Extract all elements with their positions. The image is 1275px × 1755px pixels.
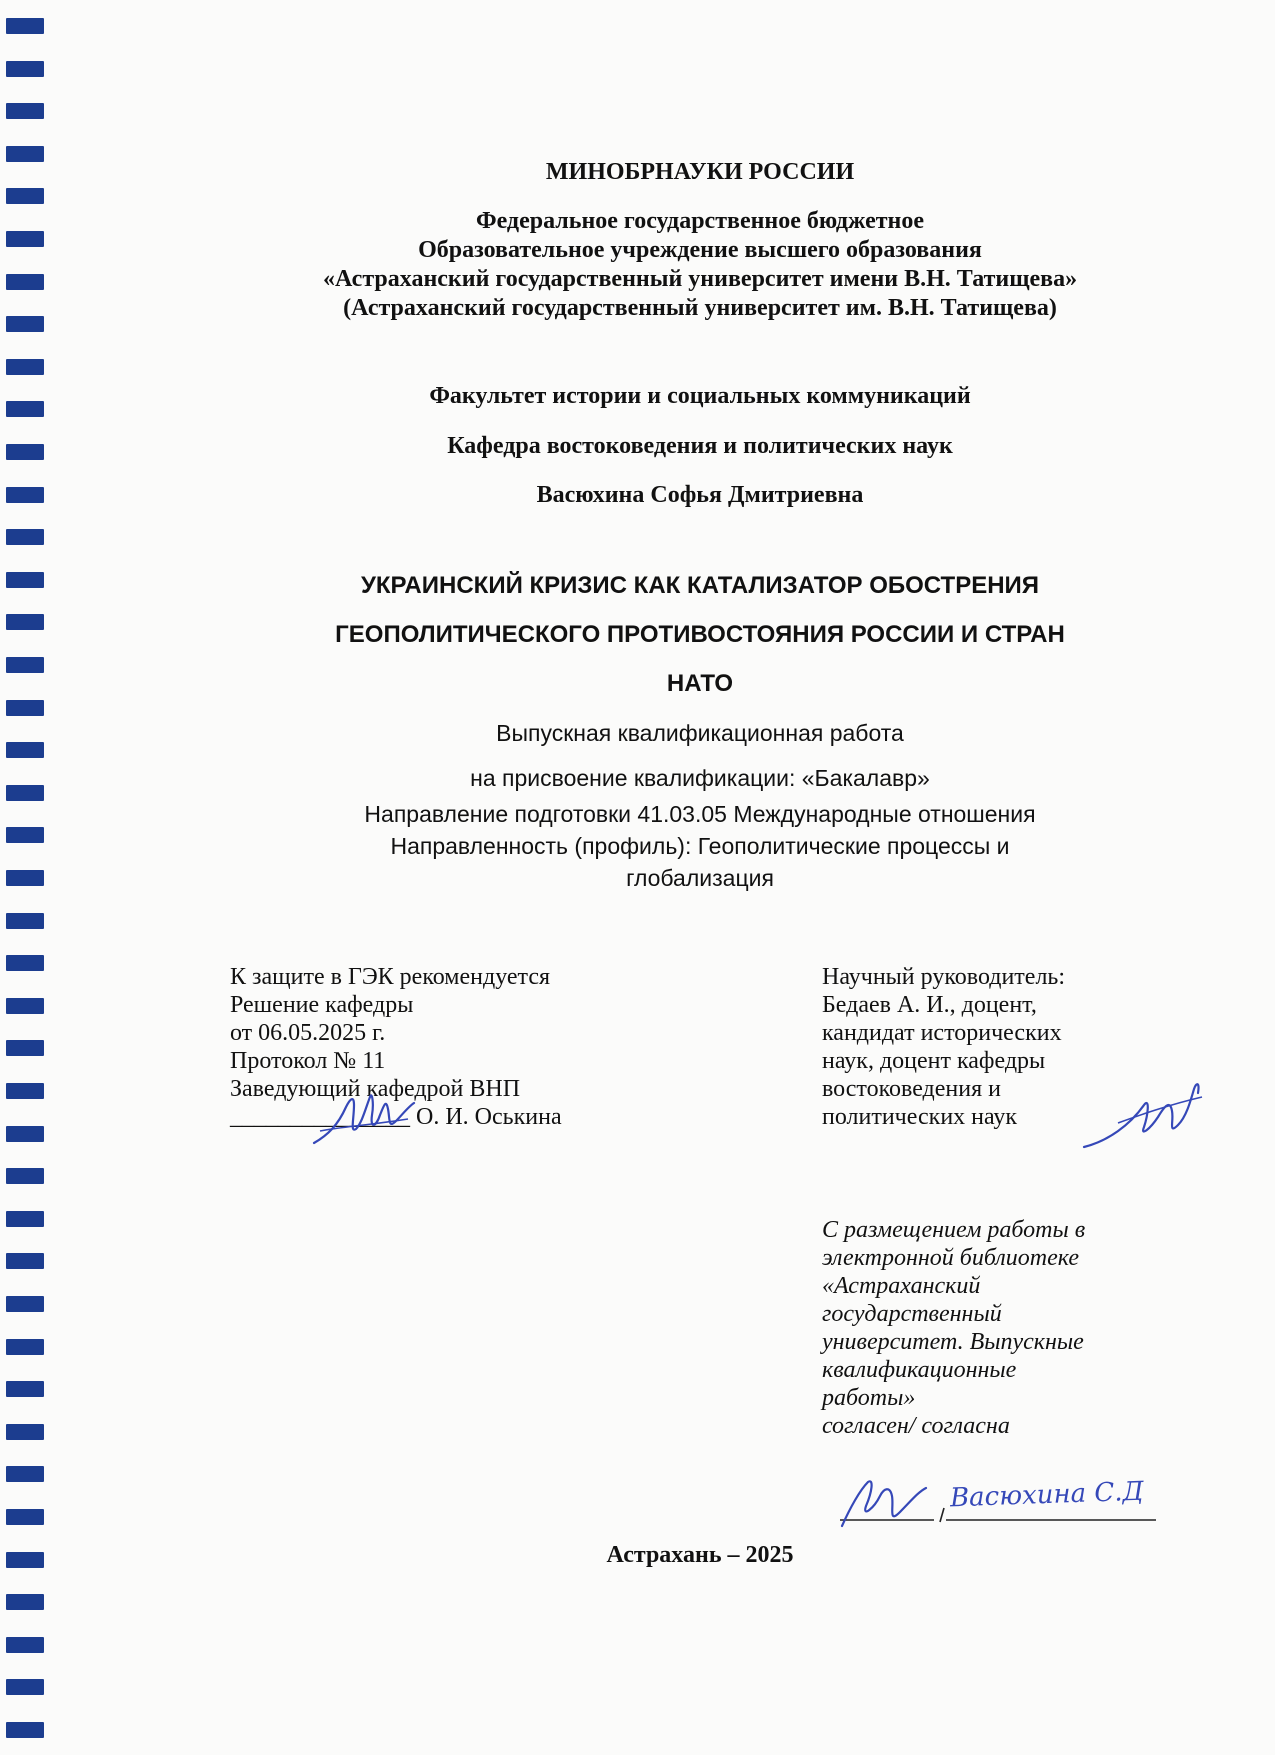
binding-hole xyxy=(6,913,44,929)
binding-hole xyxy=(6,1381,44,1397)
org-line-1: Федеральное государственное бюджетное xyxy=(475,208,925,234)
ministry-heading: МИНОБРНАУКИ РОССИИ xyxy=(545,159,855,185)
supervisor-line-2: Бедаев А. И., доцент, xyxy=(822,992,1037,1018)
defense-line-4: Протокол № 11 xyxy=(230,1048,386,1074)
org-line-3: «Астраханский государственный университет имени В.Н. Татищева» xyxy=(322,266,1078,292)
binding-hole xyxy=(6,998,44,1014)
consent-line-6: квалификационные xyxy=(822,1357,1017,1383)
consent-line-3: «Астраханский xyxy=(822,1273,981,1299)
binding-hole xyxy=(6,785,44,801)
binding-hole xyxy=(6,103,44,119)
binding-hole xyxy=(6,1253,44,1269)
head-name: О. И. Оськина xyxy=(416,1104,562,1130)
supervisor-line-5: востоковедения и xyxy=(822,1076,1001,1102)
binding-hole xyxy=(6,529,44,545)
binding-hole xyxy=(6,146,44,162)
binding-hole xyxy=(6,1552,44,1568)
binding-hole xyxy=(6,1339,44,1355)
profile-line-1: Направленность (профиль): Геополитические процессы и xyxy=(390,833,1010,859)
head-signature xyxy=(310,1085,420,1155)
binding-hole xyxy=(6,955,44,971)
binding-hole xyxy=(6,1466,44,1482)
binding-hole xyxy=(6,1679,44,1695)
qualification-line: на присвоение квалификации: «Бакалавр» xyxy=(470,765,930,791)
profile-line-2: глобализация xyxy=(626,865,774,891)
consent-line-5: университет. Выпускные xyxy=(822,1329,1084,1355)
thesis-title-line-1: УКРАИНСКИЙ КРИЗИС КАК КАТАЛИЗАТОР ОБОСТРЕНИЯ xyxy=(360,572,1040,599)
consent-line-1: С размещением работы в xyxy=(822,1217,1086,1243)
binding-hole xyxy=(6,18,44,34)
org-line-4: (Астраханский государственный университет им. В.Н. Татищева) xyxy=(343,295,1057,321)
binding-hole xyxy=(6,700,44,716)
binding-hole xyxy=(6,401,44,417)
thesis-title-line-3: НАТО xyxy=(666,670,734,697)
binding-hole xyxy=(6,1211,44,1227)
binding-hole xyxy=(6,1424,44,1440)
supervisor-signature xyxy=(1078,1075,1208,1155)
binding-hole xyxy=(6,827,44,843)
handwritten-name: Васюхина С.Д xyxy=(949,1476,1145,1514)
department-name: Кафедра востоковедения и политических наук xyxy=(447,433,953,459)
consent-line-7: работы» xyxy=(822,1385,916,1411)
binding-hole xyxy=(6,870,44,886)
org-line-2: Образовательное учреждение высшего образования xyxy=(418,237,982,263)
binding-hole xyxy=(6,274,44,290)
signature-blank: _______________ xyxy=(230,1104,410,1130)
binding-hole xyxy=(6,1296,44,1312)
defense-block xyxy=(230,963,670,1131)
binding-hole xyxy=(6,1168,44,1184)
binding-hole xyxy=(6,572,44,588)
consent-line-4: государственный xyxy=(822,1301,1002,1327)
binding-hole xyxy=(6,188,44,204)
binding-hole xyxy=(6,487,44,503)
consent-line-8: согласен/ согласна xyxy=(822,1413,1010,1439)
work-type: Выпускная квалификационная работа xyxy=(496,720,904,746)
head-signature-line xyxy=(230,1103,670,1131)
binding-hole xyxy=(6,1083,44,1099)
binding-hole xyxy=(6,1040,44,1056)
author-name: Васюхина Софья Дмитриевна xyxy=(536,482,864,508)
consent-block xyxy=(822,1216,1162,1440)
binding-hole xyxy=(6,614,44,630)
defense-line-3: от 06.05.2025 г. xyxy=(230,1020,386,1046)
supervisor-line-4: наук, доцент кафедры xyxy=(822,1048,1046,1074)
binding-hole xyxy=(6,1594,44,1610)
binding-hole xyxy=(6,61,44,77)
supervisor-line-3: кандидат исторических xyxy=(822,1020,1062,1046)
city-year: Астрахань – 2025 xyxy=(606,1542,794,1568)
binding-hole xyxy=(6,1722,44,1738)
binding-hole xyxy=(6,742,44,758)
defense-line-5: Заведующий кафедрой ВНП xyxy=(230,1076,521,1102)
binding-hole xyxy=(6,1637,44,1653)
binding-holes xyxy=(0,0,52,1755)
binding-hole xyxy=(6,231,44,247)
faculty-name: Факультет истории и социальных коммуникаций xyxy=(429,383,971,409)
binding-hole xyxy=(6,1509,44,1525)
direction-line: Направление подготовки 41.03.05 Международные отношения xyxy=(364,801,1036,827)
supervisor-line-1: Научный руководитель: xyxy=(822,964,1066,990)
consent-line-2: электронной библиотеке xyxy=(822,1245,1080,1271)
binding-hole xyxy=(6,359,44,375)
binding-hole xyxy=(6,316,44,332)
binding-hole xyxy=(6,1126,44,1142)
binding-hole xyxy=(6,657,44,673)
supervisor-line-6: политических наук xyxy=(822,1104,1018,1130)
defense-line-1: К защите в ГЭК рекомендуется xyxy=(230,964,551,990)
defense-line-2: Решение кафедры xyxy=(230,992,414,1018)
binding-hole xyxy=(6,444,44,460)
thesis-title-line-2: ГЕОПОЛИТИЧЕСКОГО ПРОТИВОСТОЯНИЯ РОССИИ И СТРАН xyxy=(335,621,1065,648)
